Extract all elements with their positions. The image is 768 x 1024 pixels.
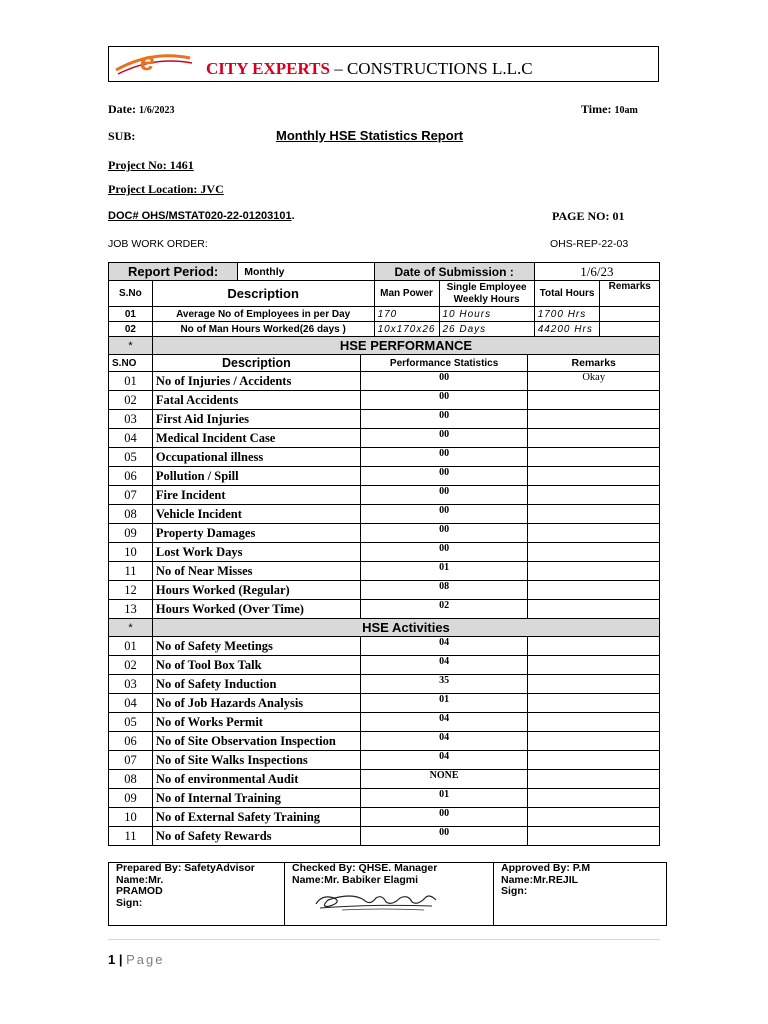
row-remarks	[528, 713, 660, 732]
footer-page-number: 1	[108, 952, 116, 967]
company-logo	[112, 48, 194, 80]
performance-row	[109, 600, 660, 619]
prepared-by-title: Prepared By: SafetyAdvisor	[116, 862, 255, 874]
project-location: Project Location: JVC	[108, 182, 224, 196]
row-statistic: 02	[360, 600, 528, 619]
row-remarks	[528, 808, 660, 827]
performance-row	[109, 448, 660, 467]
row-description: Property Damages	[152, 524, 360, 543]
footer-page-word: Page	[126, 952, 165, 967]
row-description: Hours Worked (Over Time)	[152, 600, 360, 619]
approved-by-sign: Sign:	[501, 885, 528, 897]
performance-row	[109, 410, 660, 429]
activity-row	[109, 694, 660, 713]
row-statistic: 00	[360, 410, 528, 429]
row-description: No of Safety Induction	[152, 675, 360, 694]
row-sno: 01	[109, 637, 153, 656]
section-title: HSE Activities	[152, 619, 659, 637]
row-remarks	[528, 486, 660, 505]
footer-separator: |	[118, 952, 123, 967]
row-sno: 10	[109, 543, 153, 562]
row-sno: 05	[109, 713, 153, 732]
row-remarks	[528, 562, 660, 581]
activity-row	[109, 637, 660, 656]
summary-header-row	[109, 281, 660, 307]
section-star: *	[109, 337, 153, 355]
row-statistic: 01	[360, 562, 528, 581]
activity-row	[109, 827, 660, 846]
row-description: Lost Work Days	[152, 543, 360, 562]
submission-value: 1/6/23	[534, 263, 659, 281]
row-sno: 11	[109, 562, 153, 581]
date-line	[108, 102, 175, 117]
summary-weekly-hours: 10 Hours	[439, 307, 534, 322]
row-statistic: 08	[360, 581, 528, 600]
row-statistic: 00	[360, 524, 528, 543]
row-description: No of Injuries / Accidents	[152, 372, 360, 391]
col-remarks: Remarks	[600, 281, 660, 307]
page-number-label: PAGE NO: 01	[552, 209, 625, 223]
summary-table	[108, 262, 660, 337]
row-description: Vehicle Incident	[152, 505, 360, 524]
summary-sno: 02	[109, 322, 153, 337]
activity-row	[109, 751, 660, 770]
performance-row	[109, 429, 660, 448]
prepared-by-name-cont: PRAMOD	[116, 885, 163, 897]
date-value: 1/6/2023	[138, 105, 175, 116]
checked-by-title: Checked By: QHSE. Manager	[292, 862, 438, 874]
row-sno: 02	[109, 656, 153, 675]
row-description: Fire Incident	[152, 486, 360, 505]
row-description: First Aid Injuries	[152, 410, 360, 429]
row-sno: 10	[109, 808, 153, 827]
row-description: No of Safety Meetings	[152, 637, 360, 656]
row-statistic: 35	[360, 675, 528, 694]
summary-description: No of Man Hours Worked(26 days )	[152, 322, 374, 337]
row-remarks	[528, 694, 660, 713]
row-remarks	[528, 543, 660, 562]
row-statistic: 00	[360, 429, 528, 448]
approved-by-title: Approved By: P.M	[501, 862, 591, 874]
col-man-power: Man Power	[374, 281, 439, 307]
hse-table	[108, 336, 660, 846]
summary-man-power: 10x170x26	[374, 322, 439, 337]
row-statistic: 04	[360, 637, 528, 656]
row-remarks	[528, 448, 660, 467]
performance-column-header	[109, 355, 660, 372]
row-statistic: 04	[360, 713, 528, 732]
logo-letter: e	[140, 48, 155, 76]
hse-performance-header	[109, 337, 660, 355]
signature-box	[108, 862, 667, 926]
summary-man-power: 170	[374, 307, 439, 322]
performance-row	[109, 505, 660, 524]
performance-row	[109, 486, 660, 505]
col-weekly-hours: Single Employee Weekly Hours	[439, 281, 534, 307]
row-description: Fatal Accidents	[152, 391, 360, 410]
prepared-by-block	[109, 863, 285, 925]
activity-row	[109, 713, 660, 732]
row-remarks	[528, 410, 660, 429]
row-description: No of Works Permit	[152, 713, 360, 732]
report-period-label: Report Period:	[109, 263, 238, 281]
row-statistic: 00	[360, 543, 528, 562]
activity-row	[109, 732, 660, 751]
section-star: *	[109, 619, 153, 637]
row-statistic: 01	[360, 789, 528, 808]
row-description: Pollution / Spill	[152, 467, 360, 486]
hse-activities-header	[109, 619, 660, 637]
row-remarks	[528, 675, 660, 694]
sub-label: SUB:	[108, 129, 136, 143]
company-suffix: – CONSTRUCTIONS L.L.C	[329, 59, 533, 78]
performance-row	[109, 391, 660, 410]
row-remarks	[528, 751, 660, 770]
row-sno: 08	[109, 770, 153, 789]
summary-sno: 01	[109, 307, 153, 322]
row-remarks	[528, 827, 660, 846]
doc-number-line	[108, 210, 295, 222]
section-title: HSE PERFORMANCE	[152, 337, 659, 355]
row-remarks	[528, 391, 660, 410]
row-description: No of Site Observation Inspection	[152, 732, 360, 751]
row-description: Hours Worked (Regular)	[152, 581, 360, 600]
activity-row	[109, 770, 660, 789]
col-remarks: Remarks	[528, 355, 660, 372]
handwritten-signature	[312, 888, 442, 914]
activity-row	[109, 808, 660, 827]
project-number: Project No: 1461	[108, 158, 194, 172]
approved-by-block	[494, 863, 666, 925]
row-sno: 09	[109, 524, 153, 543]
activity-row	[109, 675, 660, 694]
row-sno: 12	[109, 581, 153, 600]
report-period-row	[109, 263, 660, 281]
row-remarks	[528, 789, 660, 808]
row-remarks	[528, 770, 660, 789]
row-sno: 13	[109, 600, 153, 619]
row-remarks	[528, 600, 660, 619]
doc-number-dot: .	[291, 210, 295, 222]
report-title: Monthly HSE Statistics Report	[276, 128, 464, 143]
page-footer	[108, 952, 165, 967]
row-description: No of Tool Box Talk	[152, 656, 360, 675]
row-sno: 09	[109, 789, 153, 808]
col-sno: S.No	[109, 281, 153, 307]
row-statistic: 00	[360, 808, 528, 827]
row-description: Occupational illness	[152, 448, 360, 467]
row-description: No of Near Misses	[152, 562, 360, 581]
summary-remarks	[600, 322, 660, 337]
row-sno: 03	[109, 675, 153, 694]
row-sno: 02	[109, 391, 153, 410]
company-name	[206, 59, 533, 79]
summary-description: Average No of Employees in per Day	[152, 307, 374, 322]
prepared-by-sign: Sign:	[116, 896, 143, 909]
row-statistic: 00	[360, 827, 528, 846]
summary-remarks	[600, 307, 660, 322]
performance-row	[109, 467, 660, 486]
row-statistic: 01	[360, 694, 528, 713]
time-value: 10am	[614, 105, 638, 116]
date-label: Date:	[108, 102, 136, 116]
row-statistic: 00	[360, 448, 528, 467]
col-performance-statistics: Performance Statistics	[360, 355, 528, 372]
col-sno: S.NO	[109, 355, 153, 372]
summary-row	[109, 307, 660, 322]
row-description: No of environmental Audit	[152, 770, 360, 789]
col-description: Description	[152, 355, 360, 372]
col-description: Description	[152, 281, 374, 307]
performance-row	[109, 524, 660, 543]
row-sno: 08	[109, 505, 153, 524]
approved-by-name: Name:Mr.REJIL	[501, 873, 579, 886]
row-sno: 01	[109, 372, 153, 391]
report-period-value: Monthly	[238, 263, 374, 281]
row-statistic: 04	[360, 656, 528, 675]
row-statistic: 00	[360, 372, 528, 391]
row-description: No of Job Hazards Analysis	[152, 694, 360, 713]
footer-divider	[108, 939, 660, 940]
row-description: No of External Safety Training	[152, 808, 360, 827]
summary-weekly-hours: 26 Days	[439, 322, 534, 337]
row-sno: 07	[109, 486, 153, 505]
checked-by-block	[285, 863, 493, 925]
row-statistic: NONE	[360, 770, 528, 789]
company-brand: CITY EXPERTS	[206, 59, 330, 78]
row-description: No of Safety Rewards	[152, 827, 360, 846]
doc-number: DOC# OHS/MSTAT020-22-01203101	[108, 210, 292, 222]
reference-code: OHS-REP-22-03	[550, 238, 629, 250]
submission-label: Date of Submission :	[374, 263, 534, 281]
row-remarks: Okay	[528, 372, 660, 391]
row-remarks	[528, 505, 660, 524]
row-description: Medical Incident Case	[152, 429, 360, 448]
performance-row	[109, 372, 660, 391]
time-label: Time:	[581, 102, 612, 116]
row-sno: 05	[109, 448, 153, 467]
job-work-order: JOB WORK ORDER:	[108, 238, 208, 250]
row-statistic: 00	[360, 505, 528, 524]
performance-row	[109, 543, 660, 562]
row-statistic: 00	[360, 486, 528, 505]
row-statistic: 04	[360, 751, 528, 770]
row-statistic: 00	[360, 467, 528, 486]
row-remarks	[528, 429, 660, 448]
row-description: No of Site Walks Inspections	[152, 751, 360, 770]
summary-total-hours: 1700 Hrs	[534, 307, 600, 322]
row-remarks	[528, 467, 660, 486]
summary-total-hours: 44200 Hrs	[534, 322, 600, 337]
activity-row	[109, 789, 660, 808]
row-description: No of Internal Training	[152, 789, 360, 808]
time-line	[581, 102, 638, 117]
row-remarks	[528, 524, 660, 543]
row-statistic: 04	[360, 732, 528, 751]
row-sno: 03	[109, 410, 153, 429]
row-remarks	[528, 732, 660, 751]
row-sno: 06	[109, 732, 153, 751]
summary-row	[109, 322, 660, 337]
checked-by-name: Name:Mr. Babiker Elagmi	[292, 873, 419, 886]
row-sno: 06	[109, 467, 153, 486]
row-sno: 04	[109, 694, 153, 713]
row-remarks	[528, 581, 660, 600]
performance-row	[109, 562, 660, 581]
row-remarks	[528, 637, 660, 656]
row-sno: 04	[109, 429, 153, 448]
row-sno: 07	[109, 751, 153, 770]
performance-row	[109, 581, 660, 600]
activity-row	[109, 656, 660, 675]
row-remarks	[528, 656, 660, 675]
prepared-by-name: Name:Mr.	[116, 873, 164, 886]
row-statistic: 00	[360, 391, 528, 410]
col-total-hours: Total Hours	[534, 281, 600, 307]
row-sno: 11	[109, 827, 153, 846]
